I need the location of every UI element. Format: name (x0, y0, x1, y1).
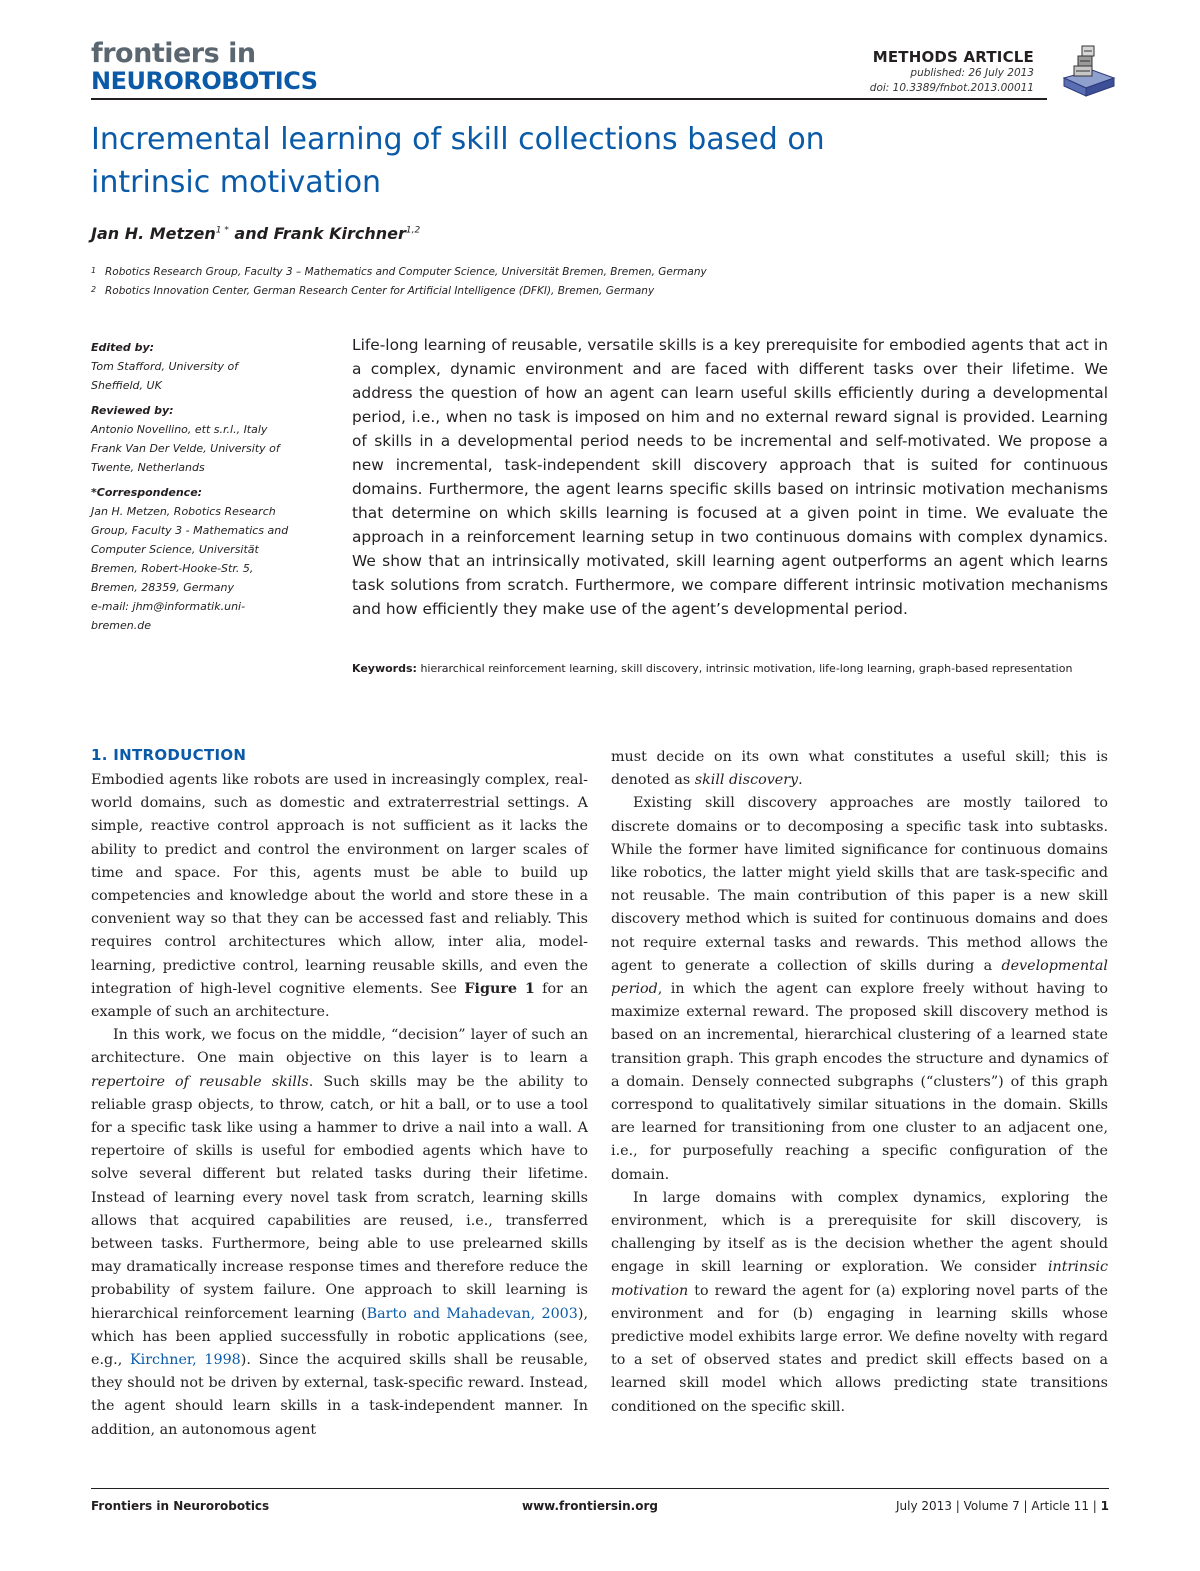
published-date: published: 26 July 2013 (910, 67, 1034, 79)
footer-issue: July 2013 | Volume 7 | Article 11 | (896, 1499, 1097, 1513)
text-run: ), which has been applied successfully in robotic applications (see, e.g., (91, 1305, 588, 1369)
page-number: 1 (1100, 1499, 1109, 1513)
text-run: must decide on its own what constitutes a useful skill; this is denoted as (611, 749, 1108, 789)
footer-journal: Frontiers in Neurorobotics (91, 1499, 270, 1513)
emphasis: repertoire of reusable skills (91, 1073, 309, 1090)
affiliation-item (91, 262, 707, 281)
paragraph (611, 792, 1108, 1186)
text-run: . (798, 772, 803, 789)
correspondence-email-line[interactable]: bremen.de (91, 619, 151, 632)
affiliation-text: Robotics Innovation Center, German Research Center for Artificial Intelligence (DFKI), Bremen, Germany (105, 285, 655, 297)
body-column-right (611, 746, 1108, 1419)
keywords-label: Keywords: (352, 662, 417, 675)
text-run: Embodied agents like robots are used in increasingly complex, real-world domains, such as domestic and extraterrestrial settings. A simple, reactive control approach is not sufficient as it lacks the ability to predict and control the environment on larger scales of time and space. For this, agents must be able to build up competencies and knowledge about the world and store these in a convenient way so that they can be accessed fast and reliably. This requires control architectures which allow, inter alia, model-learning, predictive control, learning reusable skills, and even the integration of high-level cognitive elements. See (91, 772, 588, 997)
author-name: Frank Kirchner (273, 224, 406, 243)
abstract: Life-long learning of reusable, versatile skills is a key prerequisite for embodied agents that act in a complex, dynamic environment and are faced with different tasks over their lifetime. We address the question of how an agent can learn useful skills efficiently during a developmental period, i.e., when no task is imposed on him and no external reward signal is provided. Learning of skills in a developmental period needs to be incremental and self-motivated. We propose a new incremental, task-independent skill discovery approach that is suited for continuous domains. Furthermore, the agent learns specific skills based on intrinsic motivation mechanisms that determine on which skills learning is focused at a given point in time. We evaluate the approach in a reinforcement learning setup in two continuous domains with complex dynamics. We show that an intrinsically motivated, skill learning agent outperforms an agent which learns task solutions from scratch. Furthermore, we compare different intrinsic motivation mechanisms and how efficiently they make use of the agent’s developmental period. (352, 336, 1108, 618)
edited-by-label: Edited by: (91, 341, 155, 354)
editor-line: Sheffield, UK (91, 379, 162, 392)
footer-divider (91, 1488, 1109, 1489)
article-title (91, 118, 1091, 204)
footer-url-link[interactable]: www.frontiersin.org (522, 1499, 658, 1513)
emphasis: intrinsic motivation (611, 1259, 1108, 1299)
correspondence-line: Group, Faculty 3 - Mathematics and (91, 524, 289, 537)
editor-line: Tom Stafford, University of (91, 360, 239, 373)
text-run: , in which the agent can explore freely without having to maximize external reward. The proposed skill discovery method is based on an incremental, hierarchical clustering of a learned state transition graph. This graph encodes the structure and dynamics of a domain. Densely connected subgraphs (“clusters”) of this graph correspond to qualitatively similar situations in the domain. Skills are learned for transitioning from one cluster to an adjacent one, i.e., for purposefully reaching a specific configuration of the domain. (611, 981, 1108, 1183)
keywords-text: hierarchical reinforcement learning, skill discovery, intrinsic motivation, life-long learning, graph-based representation (420, 662, 1073, 675)
editorial-sidebar (91, 338, 331, 641)
body-column-left (91, 769, 588, 1442)
figure-reference-link[interactable]: Figure 1 (464, 980, 535, 997)
correspondence-email-line[interactable]: e-mail: jhm@informatik.uni- (91, 600, 246, 613)
text-run: for an example of such an architecture. (91, 980, 589, 1021)
correspondence-line: Bremen, 28359, Germany (91, 581, 235, 594)
citation-link[interactable]: Barto and Mahadevan, 2003 (366, 1305, 578, 1322)
affiliations (91, 262, 707, 300)
reviewer-line: Antonio Novellino, ett s.r.l., Italy (91, 423, 268, 436)
author-conjunction: and (234, 224, 269, 243)
affiliation-number: 2 (91, 285, 97, 294)
affiliation-number: 1 (91, 266, 97, 275)
text-run: Existing skill discovery approaches are mostly tailored to discrete domains or to decomposing a specific task into subtasks. While the former have limited significance for continuous domains like robotics, the latter might yield skills that are task-specific and not reusable. The main contribution of this paper is a new skill discovery method which is suited for continuous domains and does not require external tasks and rewards. This method allows the agent to generate a collection of skills during a (611, 795, 1108, 974)
reviewed-by-block (91, 401, 331, 477)
text-run: In this work, we focus on the middle, “decision” layer of such an architecture. One main objective on this layer is to learn a (91, 1027, 588, 1067)
correspondence-line: Jan H. Metzen, Robotics Research (91, 505, 276, 518)
header-divider (91, 98, 1047, 100)
keywords (352, 659, 1108, 679)
citation-link[interactable]: Kirchner, 1998 (129, 1352, 241, 1369)
section-heading: 1. INTRODUCTION (91, 746, 247, 764)
doi: doi: 10.3389/fnbot.2013.00011 (869, 82, 1034, 94)
author-affiliation-marks: 1,2 (405, 225, 421, 236)
title-line-1: Incremental learning of skill collections based on (91, 122, 825, 157)
affiliation-item (91, 281, 707, 300)
article-meta (870, 48, 1034, 96)
paragraph (91, 1024, 588, 1442)
emphasis: skill discovery (694, 772, 799, 789)
correspondence-line: Bremen, Robert-Hooke-Str. 5, (91, 562, 254, 575)
text-run: ). Since the acquired skills shall be reusable, they should not be driven by external, task-specific reward. Instead, the agent should learn skills in a task-independent manner. In addition, an autonomous agent (91, 1352, 588, 1438)
correspondence-line: Computer Science, Universität (91, 543, 259, 556)
title-line-2: intrinsic motivation (91, 165, 382, 200)
paragraph (611, 746, 1108, 792)
footer-issue-info (896, 1499, 1109, 1513)
author-name: Jan H. Metzen (91, 224, 216, 243)
journal-name-line1: frontiers in (91, 38, 256, 69)
text-run: . Such skills may be the ability to reliable grasp objects, to throw, catch, or hit a ball, or to use a tool for a specific task like using a hammer to drive a nail into a wall. A repertoire of skills is useful for embodied agents which have to solve several different but related tasks during their lifetime. Instead of learning every novel task from scratch, learning skills allows that acquired capabilities are reused, i.e., transferred between tasks. Furthermore, being able to use prelearned skills may dramatically increase response times and therefore reduce the probability of system failure. One approach to skill learning is hierarchical reinforcement learning ( (91, 1073, 588, 1322)
reviewer-line: Frank Van Der Velde, University of (91, 442, 280, 455)
affiliation-text: Robotics Research Group, Faculty 3 – Mathematics and Computer Science, Universität Bremen, Bremen, Germany (105, 266, 707, 278)
emphasis: developmental period (611, 957, 1108, 998)
text-run: to reward the agent for (a) exploring novel parts of the environment and for (b) engaging in learning skills whose predictive model exhibits large error. We define novelty with regard to a set of observed states and predict skill effects based on a learned skill model which allows predicting state transitions conditioned on the specific skill. (611, 1282, 1109, 1415)
neurorobotics-logo-icon (1058, 40, 1116, 98)
article-type: METHODS ARTICLE (872, 48, 1034, 66)
reviewed-by-label: Reviewed by: (91, 404, 174, 417)
author-list (91, 224, 420, 243)
text-run: In large domains with complex dynamics, exploring the environment, which is a prerequisite for skill discovery, is challenging by itself as is the decision whether the agent should engage in skill learning or exploration. We consider (611, 1189, 1108, 1276)
reviewer-line: Twente, Netherlands (91, 461, 205, 474)
correspondence-block (91, 483, 331, 635)
paragraph (611, 1187, 1108, 1419)
paragraph (91, 769, 588, 1024)
journal-logo-text (91, 40, 318, 93)
edited-by-block (91, 338, 331, 395)
author-affiliation-marks: 1 * (215, 225, 229, 236)
journal-name-line2: NEUROROBOTICS (91, 67, 318, 95)
correspondence-label: *Correspondence: (91, 486, 203, 499)
